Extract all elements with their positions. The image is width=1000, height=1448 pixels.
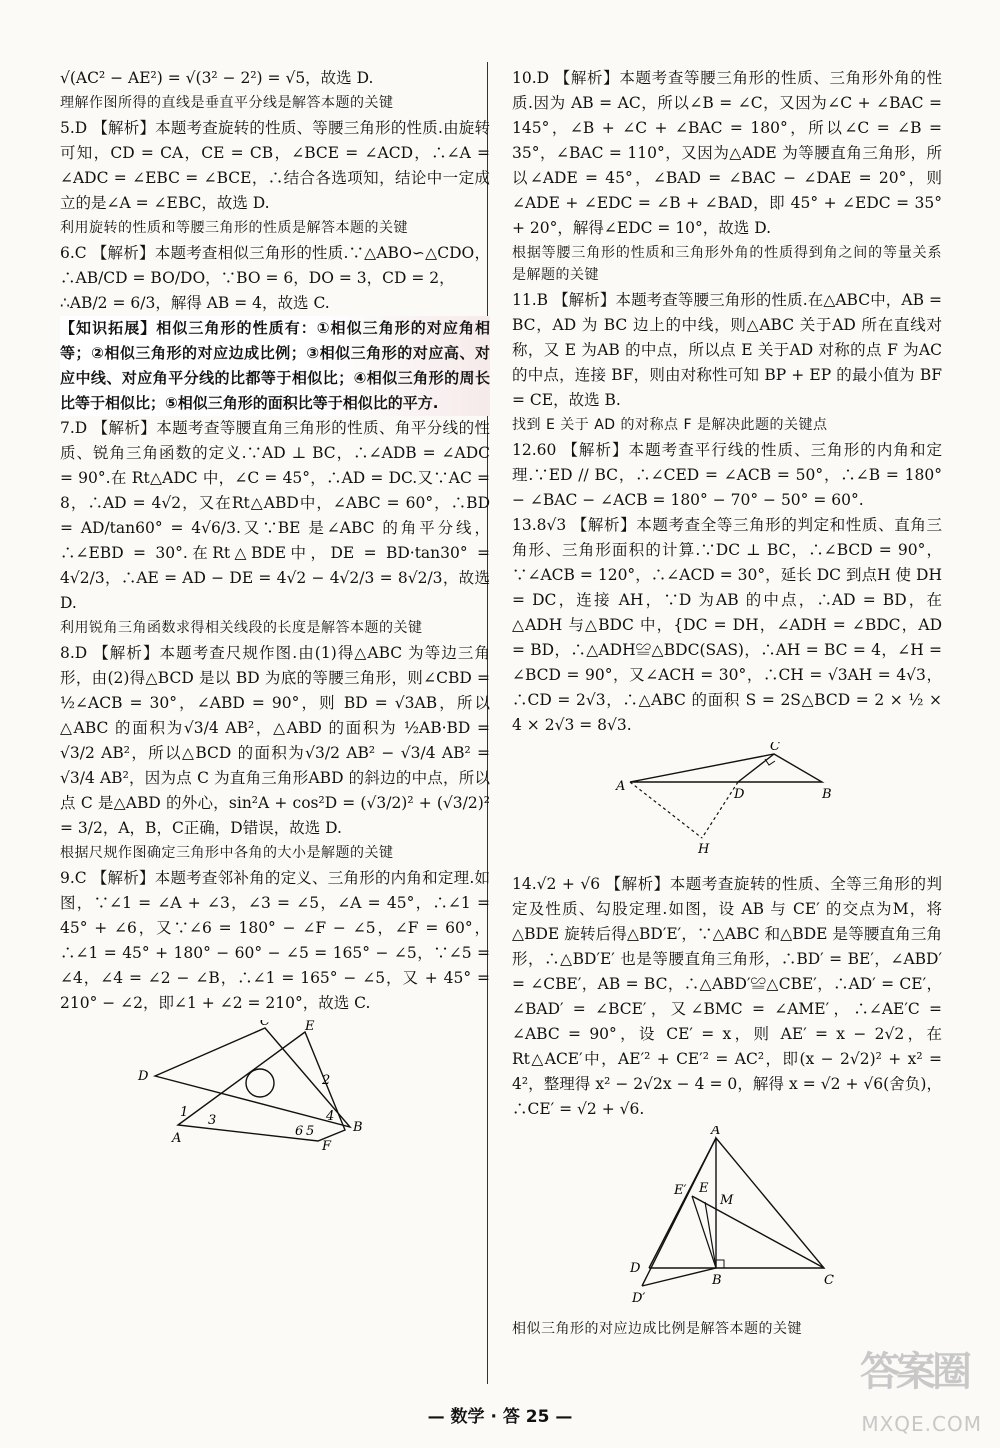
fig9-label-e: E (305, 1020, 315, 1034)
fig13-label-b: B (822, 787, 832, 802)
fig9-angle-3: 3 (208, 1113, 217, 1128)
text-q4-end: √(AC² − AE²) = √(3² − 2²) = √5，故选 D. (60, 69, 374, 87)
fig14-label-b: B (712, 1273, 722, 1288)
text-q11: 11.B 【解析】本题考查等腰三角形的性质.在△ABC中，AB = BC，AD 为 BC 边上的中线，则△ABC 关于AD 所在直线对称，又 E 为AB 的中点，所以点 E 关于AD 对称的点 F 为AC 的中点，连接 BF，则由对称性可知 BP + EP 的最小值为 BF = CE，故选 B. (512, 291, 942, 409)
fig9-label-b: B (353, 1120, 363, 1135)
fig9-angle-2: 2 (322, 1073, 331, 1088)
fig9-label-c: C (260, 1020, 270, 1029)
text-q13: 13.8√3 【解析】本题考查全等三角形的判定和性质、直角三角形、三角形面积的计算.∵DC ⊥ BC，∴∠BCD = 90°，∵∠ACB = 120°，∴∠ACD = 30°，延长 DC 到点H 使 DH = DC，连接 AH，∵D 为AB 的中点，∴AD = BD，在△ADH 与△BDC 中，{DC = DH，∠ADH = ∠BDC，AD = BD，∴△ADH≌△BDC(SAS)，∴AH = BC = 4，∠H = ∠BCD = 90°，又∠ACH = 30°，∴CH = √3AH = 4√3，∴CD = 2√3，∴△ABC 的面积 S = 2S△BCD = 2 × ½ × 4 × 2√3 = 8√3. (512, 516, 942, 734)
watermark-url: MXQE.COM (861, 1412, 982, 1436)
note-q4: 理解作图所得的直线是垂直平分线是解答本题的关键 (60, 95, 394, 111)
fig9-label-d: D (138, 1069, 149, 1084)
note-q10: 根据等腰三角形的性质和三角形外角的性质得到角之间的等量关系是解题的关键 (512, 245, 942, 283)
fig9-angle-1: 1 (180, 1105, 189, 1120)
left-column (60, 66, 490, 1162)
fig13-label-h: H (698, 842, 710, 857)
fig13-label-c: C (770, 742, 780, 754)
fig13-label-a: A (616, 779, 626, 794)
note-q11: 找到 E 关于 AD 的对称点 F 是解决此题的关键点 (512, 417, 828, 433)
text-q8: 8.D 【解析】本题考查尺规作图.由(1)得△ABC 为等边三角形，由(2)得△BCD 是以 BD 为底的等腰三角形，则∠CBD = ½∠ACB = 30°，∠ABD = 90°，则 BD = √3AB，所以△ABC 的面积为√3/4 AB²，△ABD 的面积为 ½AB·BD = √3/2 AB²，所以△BCD 的面积为√3/2 AB² − √3/4 AB² = √3/4 AB²，因为点 C 为直角三角形ABD 的斜边的中点，所以点 C 是△ABD 的外心，sin²A + cos²D = (√3/2)² + (√3/2)² = 3/2，A，B，C正确，D错误，故选 D. (60, 644, 490, 837)
fig13-label-d: D (734, 787, 745, 802)
fig9-label-a: A (172, 1131, 182, 1146)
fig14-label-d-prime: D′ (632, 1291, 646, 1306)
fig9-label-f: F (322, 1139, 332, 1150)
figure-q13 (512, 742, 942, 868)
fig14-label-d: D (630, 1261, 641, 1276)
fig14-label-c: C (824, 1273, 834, 1288)
watermark-big: 答案圈 (860, 1349, 968, 1395)
fig14-label-m: M (720, 1193, 734, 1208)
text-q12: 12.60 【解析】本题考查平行线的性质、三角形的内角和定理.∵ED // BC，∴∠CED = ∠ACB = 50°，∴∠B = 180° − ∠BAC − ∠ACB = 180° − 70° − 50° = 60°. (512, 441, 942, 509)
text-q10: 10.D 【解析】本题考查等腰三角形的性质、三角形外角的性质.因为 AB = AC，所以∠B = ∠C，又因为∠C + ∠BAC = 145°，∠B + ∠C + ∠BAC = 180°，所以∠C = ∠B = 35°，∠BAC = 110°，又因为△ADE 为等腰直角三角形，所以∠ADE = 45°，∠BAD = ∠BAC − ∠DAE = 20°，则∠ADE + ∠EDC = ∠B + ∠BAD，即 45° + ∠EDC = 35° + 20°，解得∠EDC = 10°，故选 D. (512, 69, 942, 237)
text-q5: 5.D 【解析】本题考查旋转的性质、等腰三角形的性质.由旋转可知，CD = CA，CE = CB，∠BCE = ∠ACD，∴∠A = ∠ADC = ∠EBC = ∠BCE，∴结合各选项知，结论中一定成立的是∠A = ∠EBC，故选 D. (60, 119, 490, 212)
watermark-logo (860, 1349, 990, 1440)
knowledge-extension: 【知识拓展】相似三角形的性质有：①相似三角形的对应角相等；②相似三角形的对应边成比例；③相似三角形的对应高、对应中线、对应角平分线的比都等于相似比；④相似三角形的周长比等于相似比；⑤相似三角形的面积比等于相似比的平方. (60, 316, 490, 416)
figure-q14 (512, 1126, 942, 1314)
fig9-angle-4: 4 (326, 1109, 335, 1124)
fig14-label-e-prime: E′ (674, 1183, 687, 1198)
text-q14: 14.√2 + √6 【解析】本题考查旋转的性质、全等三角形的判定及性质、勾股定理.如图，设 AB 与 CE′ 的交点为M，将△BDE 旋转后得△BD′E′，∵△ABC 和△BDE 是等腰直角三角形，∴△BD′E′ 也是等腰直角三角形，∴BD′ = BE′，∠ABD′ = ∠CBE′，AB = BC，∴△ABD′≌△CBE′，∴AD′ = CE′，∠BAD′ = ∠BCE′，又∠BMC = ∠AME′，∴∠AE′C = ∠ABC = 90°，设 CE′ = x，则 AE′ = x − 2√2，在 Rt△ACE′中，AE′² + CE′² = AC²，即(x − 2√2)² + x² = 4²，整理得 x² − 2√2x − 4 = 0，解得 x = √2 + √6(舍负)，∴CE′ = √2 + √6. (512, 875, 942, 1118)
note-q8: 根据尺规作图确定三角形中各角的大小是解题的关键 (60, 845, 394, 861)
fig9-angle-5: 5 (306, 1124, 315, 1139)
text-q6b: ∴AB/2 = 6/3，解得 AB = 4，故选 C. (60, 294, 330, 312)
note-q5: 利用旋转的性质和等腰三角形的性质是解答本题的关键 (60, 220, 408, 236)
fig9-angle-6: 6 (295, 1124, 304, 1139)
fig14-label-e: E (699, 1181, 709, 1196)
text-q6a: 6.C 【解析】本题考查相似三角形的性质.∵△ABO∽△CDO，∴AB/CD = BO/DO，∵BO = 6，DO = 3，CD = 2， (60, 244, 490, 287)
right-column (512, 66, 942, 1342)
note-q14: 相似三角形的对应边成比例是解答本题的关键 (512, 1321, 802, 1337)
page-footer: — 数学 · 答 25 — (427, 1407, 573, 1427)
text-q9: 9.C 【解析】本题考查邻补角的定义、三角形的内角和定理.如图，∵∠1 = ∠A + ∠3，∠3 = ∠5，∠A = 45°，∴∠1 = 45° + ∠6，又∵∠6 = 180° − ∠F − ∠5，∠F = 60°，∴∠1 = 45° + 180° − 60° − ∠5 = 165° − ∠5，∵∠5 = ∠4，∠4 = ∠2 − ∠B，∴∠1 = 165° − ∠5，又 + 45° = 210° − ∠2，即∠1 + ∠2 = 210°，故选 C. (60, 869, 490, 1012)
note-q7: 利用锐角三角函数求得相关线段的长度是解答本题的关键 (60, 620, 423, 636)
fig14-label-a: A (711, 1126, 721, 1138)
text-q7: 7.D 【解析】本题考查等腰直角三角形的性质、角平分线的性质、锐角三角函数的定义.∵AD ⊥ BC，∴∠ADB = ∠ADC = 90°.在 Rt△ADC 中，∠C = 45°，∴AD = DC.又∵AC = 8，∴AD = 4√2，又在Rt△ABD中，∠ABC = 60°，∴BD = AD/tan60° = 4√6/3.又∵BE 是∠ABC 的角平分线，∴∠EBD = 30°.在Rt△BDE中，DE = BD·tan30° = 4√2/3，∴AE = AD − DE = 4√2 − 4√2/3 = 8√2/3，故选 D. (60, 419, 490, 612)
figure-q9 (60, 1020, 490, 1158)
